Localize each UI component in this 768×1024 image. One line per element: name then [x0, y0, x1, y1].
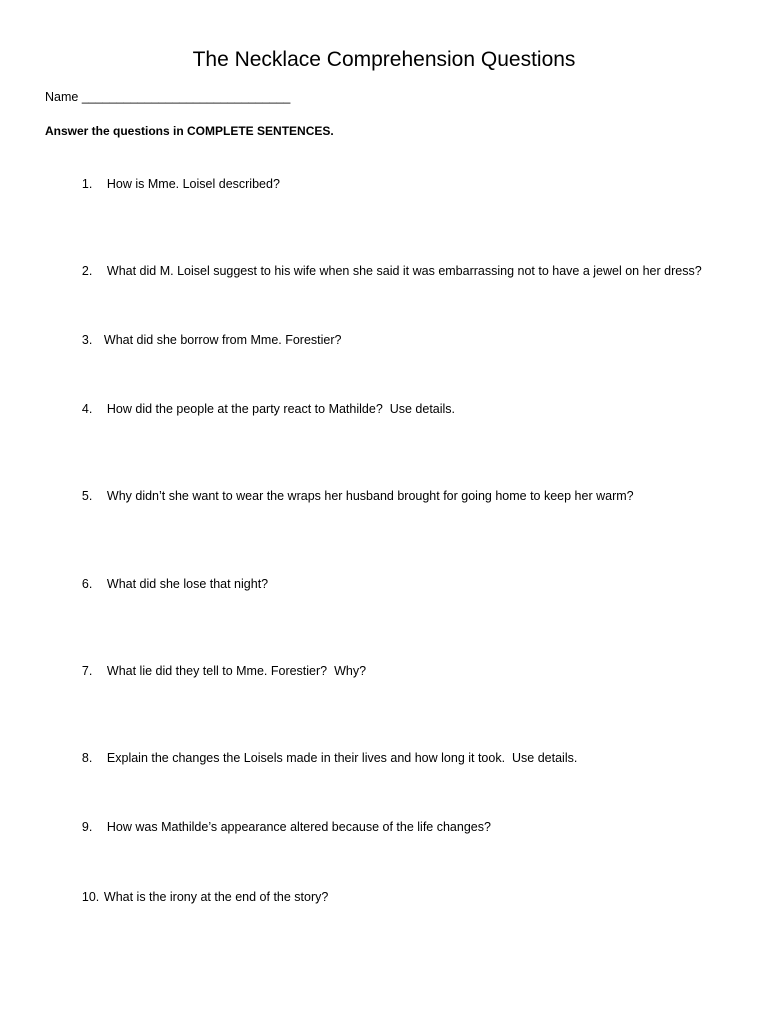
question-text: Why didn’t she want to wear the wraps her husband brought for going home to keep her warm?: [106, 489, 634, 503]
question-5: [68, 469, 634, 523]
question-text: What did she borrow from Mme. Forestier?: [103, 333, 342, 347]
question-text: What did M. Loisel suggest to his wife when she said it was embarrassing not to have a jewel on her dress?: [106, 264, 702, 278]
question-text: What did she lose that night?: [106, 577, 269, 591]
instructions: Answer the questions in COMPLETE SENTENCES.: [45, 124, 334, 138]
question-number: 10.: [81, 890, 100, 904]
page-title: The Necklace Comprehension Questions: [192, 48, 576, 71]
question-3: [68, 313, 341, 367]
question-number: 8.: [81, 751, 93, 765]
question-6: [68, 557, 268, 611]
question-7: [68, 644, 366, 698]
question-4: [68, 382, 455, 436]
question-10: [68, 870, 328, 924]
question-number: 1.: [81, 177, 93, 191]
question-number: 9.: [81, 820, 93, 834]
question-text: How did the people at the party react to Mathilde? Use details.: [106, 402, 456, 416]
question-number: 6.: [81, 577, 93, 591]
question-number: 2.: [81, 264, 93, 278]
question-8: [68, 731, 577, 785]
question-number: 3.: [81, 333, 93, 347]
question-number: 4.: [81, 402, 93, 416]
question-text: Explain the changes the Loisels made in their lives and how long it took. Use details.: [106, 751, 578, 765]
question-2: [68, 244, 702, 298]
question-text: How was Mathilde’s appearance altered because of the life changes?: [106, 820, 491, 834]
question-text: What is the irony at the end of the story?: [103, 890, 329, 904]
question-9: [68, 800, 491, 854]
question-number: 7.: [81, 664, 93, 678]
name-field-line: Name ______________________________: [45, 90, 291, 104]
question-1: [68, 157, 280, 211]
question-text: What lie did they tell to Mme. Forestier? Why?: [106, 664, 367, 678]
question-number: 5.: [81, 489, 93, 503]
question-text: How is Mme. Loisel described?: [106, 177, 280, 191]
